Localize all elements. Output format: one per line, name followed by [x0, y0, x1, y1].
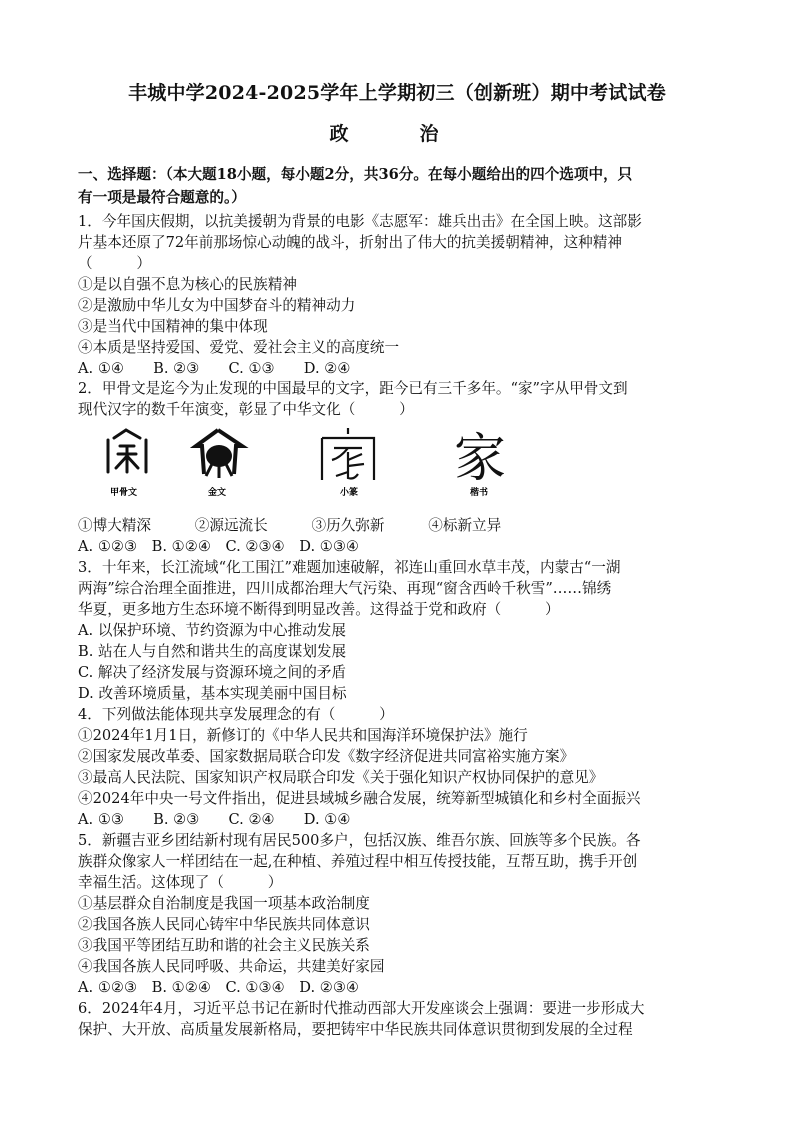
q5-stem-line2: 族群众像家人一样团结在一起,在种植、养殖过程中相互传授技能，互帮互助，携手开创 — [78, 853, 638, 870]
q5-option-4: ④我国各族人民同呼吸、共命运，共建美好家园 — [78, 958, 385, 975]
q3-stem-line2: 两海”综合治理全面推进，四川成都治理大气污染、再现“窗含西岭千秋雪”……锦绣 — [78, 580, 612, 597]
q1-option-2: ②是激励中华儿女为中国梦奋斗的精神动力 — [78, 297, 356, 314]
jia-character-evolution-figure — [100, 424, 560, 502]
q3-option-d: D. 改善环境质量，基本实现美丽中国目标 — [78, 685, 347, 702]
q3-option-b: B. 站在人与自然和谐共生的高度谋划发展 — [78, 643, 347, 660]
glyph-label-seal: 小篆 — [340, 488, 359, 498]
glyph-label-bronze: 金文 — [208, 488, 227, 498]
q1-option-4: ④本质是坚持爱国、爱党、爱社会主义的高度统一 — [78, 339, 400, 356]
q4-choices: A. ①③ B. ②③ C. ②④ D. ①④ — [78, 811, 351, 828]
q1-option-3: ③是当代中国精神的集中体现 — [78, 318, 268, 335]
q5-stem-line1: 5．新疆吉亚乡团结新村现有居民500多户，包括汉族、维吾尔族、回族等多个民族。各 — [78, 832, 641, 849]
section-heading-line2: 有一项是最符合题意的。） — [78, 189, 246, 206]
q1-stem-line2: 片基本还原了72年前那场惊心动魄的战斗，折射出了伟大的抗美援朝精神，这种精神 — [78, 234, 622, 251]
q6-stem-line2: 保护、大开放、高质量发展新格局，要把铸牢中华民族共同体意识贯彻到发展的全过程 — [78, 1021, 633, 1038]
glyph-label-oracle: 甲骨文 — [110, 488, 138, 498]
q3-option-c: C. 解决了经济发展与资源环境之间的矛盾 — [78, 664, 347, 681]
q5-option-1: ①基层群众自治制度是我国一项基本政治制度 — [78, 895, 370, 912]
q2-stem-line1: 2．甲骨文是迄今为止发现的中国最早的文字，距今已有三千多年。“家”字从甲骨文到 — [78, 380, 628, 397]
q1-option-1: ①是以自强不息为核心的民族精神 — [78, 276, 297, 293]
q1-stem-line1: 1．今年国庆假期，以抗美援朝为背景的电影《志愿军：雄兵出击》在全国上映。这部影 — [78, 213, 642, 230]
q4-option-3: ③最高人民法院、国家知识产权局联合印发《关于强化知识产权协同保护的意见》 — [78, 769, 604, 786]
q5-choices: A. ①②③ B. ①②④ C. ①③④ D. ②③④ — [78, 979, 359, 996]
q6-stem-line1: 6．2024年4月，习近平总书记在新时代推动西部大开发座谈会上强调：要进一步形成大 — [78, 1000, 645, 1017]
q2-choices: A. ①②③ B. ①②④ C. ②③④ D. ①③④ — [78, 538, 359, 555]
subject-heading: 政 治 — [329, 123, 465, 145]
q3-stem-line3: 华夏，更多地方生态环境不断得到明显改善。这得益于党和政府（ ） — [78, 601, 560, 618]
small-seal-glyph — [322, 428, 374, 480]
q3-option-a: A. 以保护环境、节约资源为中心推动发展 — [78, 622, 346, 639]
exam-title: 丰城中学2024-2025学年上学期初三（创新班）期中考试试卷 — [128, 82, 666, 104]
q5-stem-line3: 幸福生活。这体现了（ ） — [78, 874, 283, 891]
q4-option-4: ④2024年中央一号文件指出，促进县域城乡融合发展，统筹新型城镇化和乡村全面振兴 — [78, 790, 641, 807]
q4-stem-line1: 4．下列做法能体现共享发展理念的有（ ） — [78, 706, 394, 723]
q5-option-2: ②我国各族人民同心铸牢中华民族共同体意识 — [78, 916, 370, 933]
oracle-bone-glyph — [108, 430, 146, 472]
bronze-glyph — [196, 430, 242, 478]
q1-choices: A. ①④ B. ②③ C. ①③ D. ②④ — [78, 360, 351, 377]
q4-option-2: ②国家发展改革委、国家数据局联合印发《数字经济促进共同富裕实施方案》 — [78, 748, 575, 765]
q5-option-3: ③我国平等团结互助和谐的社会主义民族关系 — [78, 937, 370, 954]
regular-script-glyph: 家 — [454, 429, 507, 489]
q4-option-1: ①2024年1月1日，新修订的《中华人民共和国海洋环境保护法》施行 — [78, 727, 528, 744]
q2-options: ①博大精深 ②源远流长 ③历久弥新 ④标新立异 — [78, 517, 502, 534]
q3-stem-line1: 3．十年来，长江流域“化工围江”难题加速破解，祁连山重回水草丰茂，内蒙古“一湖 — [78, 559, 621, 576]
q2-stem-line2: 现代汉字的数千年演变，彰显了中华文化（ ） — [78, 401, 414, 418]
glyph-label-regular: 楷书 — [470, 488, 489, 498]
q1-stem-line3: （ ） — [78, 255, 151, 272]
section-heading-line1: 一、选择题：（本大题18小题，每小题2分，共36分。在每小题给出的四个选项中，只 — [78, 166, 633, 183]
